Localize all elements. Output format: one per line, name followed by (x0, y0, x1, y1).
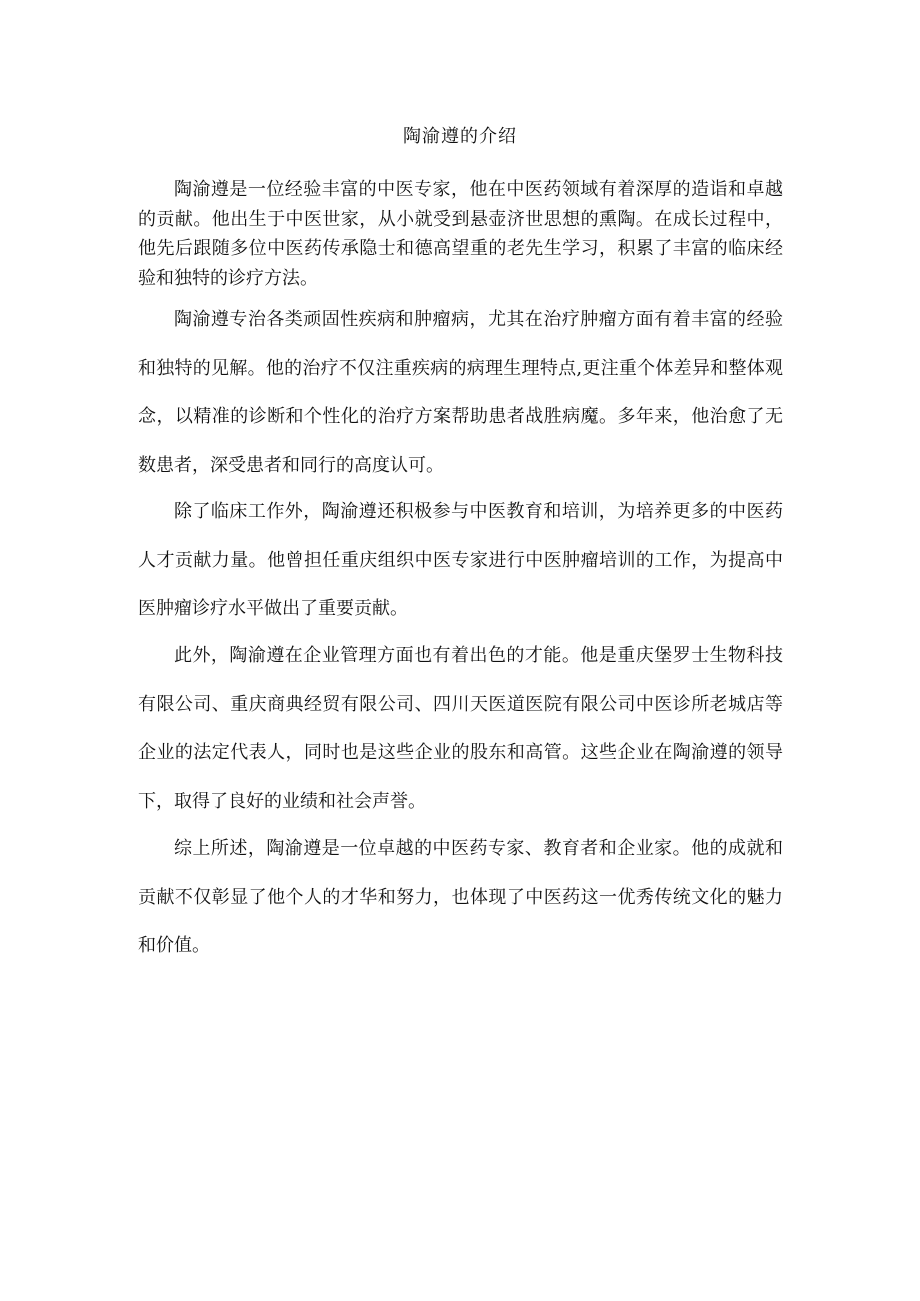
paragraph-education: 除了临床工作外，陶渝遵还积极参与中医教育和培训，为培养更多的中医药人才贡献力量。他曾担任重庆组织中医专家进行中医肿瘤培训的工作，为提高中医肿瘤诊疗水平做出了重要贡献。 (138, 501, 783, 619)
document-title: 陶渝遵的介绍 (403, 126, 517, 147)
paragraph-business: 此外，陶渝遵在企业管理方面也有着出色的才能。他是重庆堡罗士生物科技有限公司、重庆商典经贸有限公司、四川天医道医院有限公司中医诊所老城店等企业的法定代表人，同时也是这些企业的股东和高管。这些企业在陶渝遵的领导下，取得了良好的业绩和社会声誉。 (138, 645, 783, 812)
paragraph-specialty: 陶渝遵专治各类顽固性疾病和肿瘤病，尤其在治疗肿瘤方面有着丰富的经验和独特的见解。他的治疗不仅注重疾病的病理生理特点,更注重个体差异和整体观念，以精准的诊断和个性化的治疗方案帮助患者战胜病魔。多年来，他治愈了无数患者，深受患者和同行的高度认可。 (138, 309, 783, 476)
paragraph-intro: 陶渝遵是一位经验丰富的中医专家，他在中医药领域有着深厚的造诣和卓越的贡献。他出生于中医世家，从小就受到悬壶济世思想的熏陶。在成长过程中，他先后跟随多位中医药传承隐士和德高望重的老先生学习，积累了丰富的临床经验和独特的诊疗方法。 (138, 179, 783, 289)
paragraph-summary: 综上所述，陶渝遵是一位卓越的中医药专家、教育者和企业家。他的成就和贡献不仅彰显了他个人的才华和努力，也体现了中医药这一优秀传统文化的魅力和价值。 (138, 838, 783, 956)
